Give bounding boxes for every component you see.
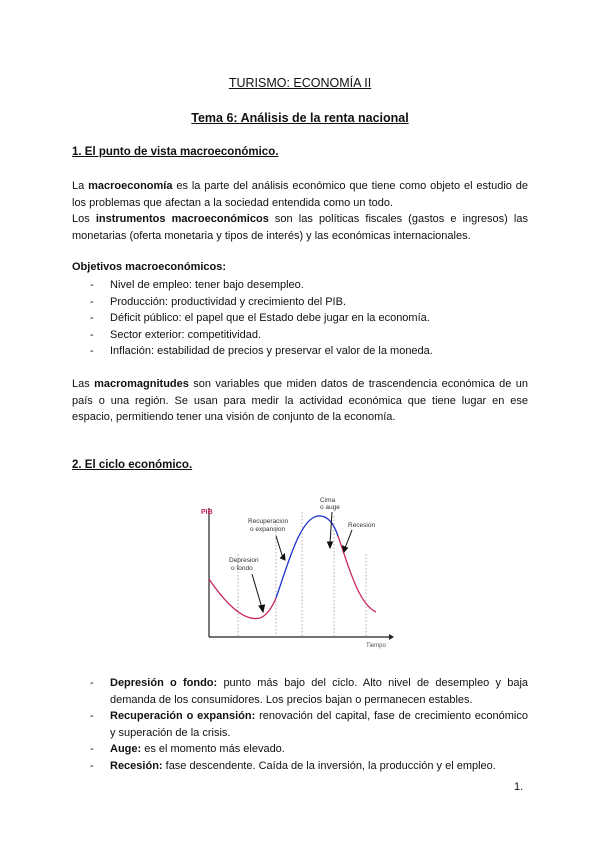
list-item: - Déficit público: el papel que el Estado debe jugar en la economía.	[90, 312, 430, 324]
page-number: 1.	[514, 781, 524, 793]
list-item: - Sector exterior: competitividad.	[90, 328, 262, 341]
economic-cycle-figure	[196, 494, 396, 654]
list-item: - Producción: productividad y crecimiento del PIB.	[90, 295, 347, 308]
list-item: - Recuperación o expansión: renovación del capital, fase de crecimiento económico y superación de la crisis.	[90, 710, 528, 739]
list-item: - Inflación: estabilidad de precios y preservar el valor de la moneda.	[90, 345, 433, 357]
svg-text:o fondo: o fondo	[231, 565, 253, 572]
objectives-list	[90, 277, 530, 360]
list-item: - Nivel de empleo: tener bajo desempleo.	[90, 279, 304, 291]
section-1-heading: 1. El punto de vista macroeconómico.	[72, 146, 279, 158]
document-subtitle: Tema 6: Análisis de la renta nacional	[191, 111, 409, 125]
svg-text:Depresion: Depresion	[229, 557, 259, 564]
list-item: - Recesión: fase descendente. Caída de la inversión, la producción y el empleo.	[90, 759, 496, 772]
document-title: TURISMO: ECONOMÍA II	[228, 76, 372, 90]
section-2-heading: 2. El ciclo económico.	[72, 459, 193, 471]
x-axis-label: Tiempo	[366, 643, 386, 649]
list-item: - Depresión o fondo: punto más bajo del ciclo. Alto nivel de desempleo y baja demanda de los consumidores. Los precios bajan o permanecen estables.	[90, 677, 529, 706]
svg-text:o auge: o auge	[320, 504, 340, 511]
paragraph-instrumentos: Los instrumentos macroeconómicos son las políticas fiscales (gastos e ingresos) las monetarias (oferta monetaria y tipos de interés) y las económicas internacionales.	[72, 213, 528, 242]
svg-text:Cima: Cima	[320, 497, 336, 504]
cycle-phases-list	[90, 675, 528, 774]
cycle-curve-expansion	[276, 516, 338, 598]
x-axis-arrow	[389, 634, 394, 640]
svg-text:o expansion: o expansion	[250, 526, 286, 533]
svg-text:Recuperacion: Recuperacion	[248, 518, 289, 525]
objectives-heading: Objetivos macroeconómicos:	[72, 261, 227, 273]
paragraph-macromagnitudes: Las macromagnitudes son variables que miden datos de trascendencia económica de un país o una región. Se usan para medir la actividad económica que tiene lugar en ese espacio, permitiendo tener una visión de conjunto de la economía.	[72, 378, 528, 423]
cycle-curve-descending	[209, 579, 276, 619]
svg-text:Recesion: Recesion	[348, 522, 376, 529]
list-item: - Auge: es el momento más elevado.	[90, 743, 285, 755]
paragraph-macroeconomia: La macroeconomía es la parte del análisis económico que tiene como objeto el estudio de los problemas que afectan a la sociedad entendida como un todo.	[72, 180, 528, 209]
y-axis-label: PIB	[201, 509, 213, 516]
